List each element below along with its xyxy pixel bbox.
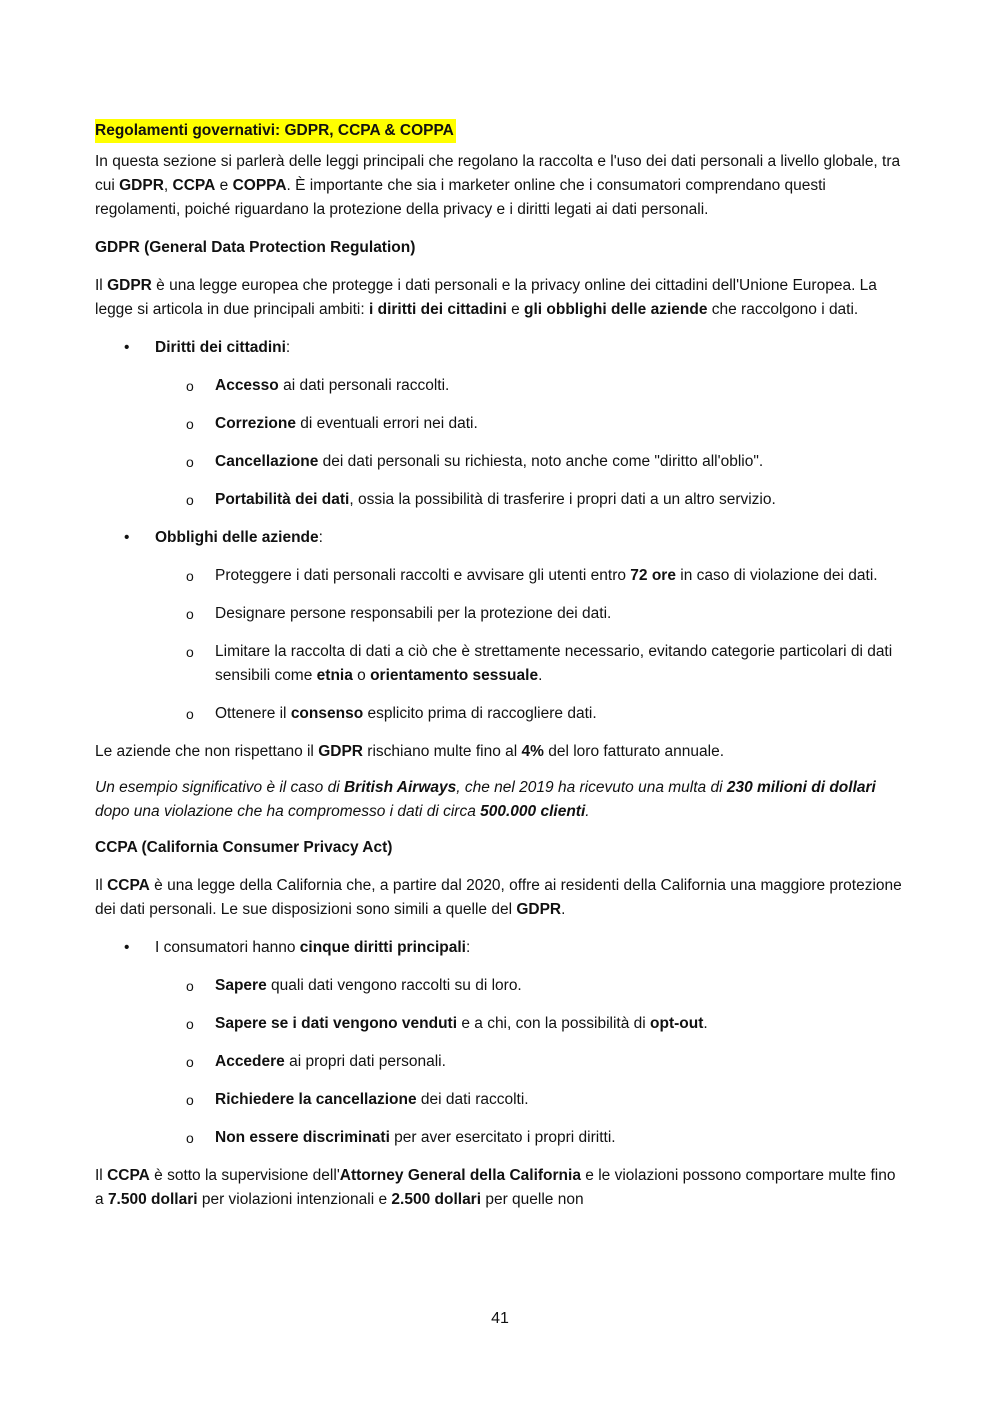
text: per violazioni intenzionali e <box>197 1191 392 1208</box>
bold-text: etnia <box>316 667 353 684</box>
bold-text: Obblighi delle aziende <box>155 529 319 546</box>
circle-bullet-icon: o <box>186 1130 194 1146</box>
bold-text: GDPR <box>119 177 164 194</box>
italic-text: Un esempio significativo è il caso di <box>95 779 344 796</box>
circle-bullet-icon: o <box>186 706 194 722</box>
bold-text: 72 ore <box>630 567 676 584</box>
sublist-item <box>155 702 907 726</box>
bold-italic-text: British Airways <box>343 779 457 796</box>
ccpa-heading: CCPA (California Consumer Privacy Act) <box>95 839 393 856</box>
sublist-item <box>155 1050 907 1074</box>
bold-text: COPPA <box>232 177 287 194</box>
consumer-rights-sublist <box>155 974 907 1150</box>
text: che raccolgono i dati. <box>707 301 859 318</box>
gdpr-example-paragraph <box>95 776 907 824</box>
bold-text: Sapere <box>215 977 267 994</box>
text: dei dati raccolti. <box>416 1091 529 1108</box>
circle-bullet-icon: o <box>186 378 194 394</box>
text: Limitare la raccolta di dati a ciò che è strettamente necessario, evitando categorie particolari di dati sensibili come <box>215 643 893 684</box>
bold-text: CCPA <box>107 1167 150 1184</box>
bullet-icon: • <box>124 529 130 546</box>
circle-bullet-icon: o <box>186 606 194 622</box>
circle-bullet-icon: o <box>186 644 194 660</box>
bold-text: Cancellazione <box>215 453 319 470</box>
ccpa-supervision-paragraph <box>95 1164 907 1212</box>
text: rischiano multe fino al <box>362 743 522 760</box>
bold-text: GDPR <box>107 277 152 294</box>
list-item-obligations <box>95 526 907 726</box>
ccpa-paragraph <box>95 874 907 922</box>
bullet-icon: • <box>124 939 130 956</box>
sublist-item <box>155 450 907 474</box>
circle-bullet-icon: o <box>186 1016 194 1032</box>
text: per quelle non <box>481 1191 584 1208</box>
sublist-item <box>155 564 907 588</box>
text: I consumatori hanno <box>155 939 300 956</box>
sublist-item <box>155 640 907 688</box>
text: Il <box>95 277 108 294</box>
sublist-item <box>155 602 907 626</box>
sublist-item <box>155 412 907 436</box>
text: quali dati vengono raccolti su di loro. <box>266 977 522 994</box>
bold-text: GDPR <box>516 901 562 918</box>
bold-text: gli obblighi delle aziende <box>524 301 708 318</box>
section-title: Regolamenti governativi: GDPR, CCPA & COPPA <box>95 119 456 143</box>
bold-text: 2.500 dollari <box>391 1191 482 1208</box>
intro-paragraph <box>95 150 907 222</box>
text: , ossia la possibilità di trasferire i propri dati a un altro servizio. <box>349 491 776 508</box>
text: . <box>538 667 543 684</box>
sublist-item <box>155 1012 907 1036</box>
bold-text: Sapere se i dati vengono venduti <box>215 1015 458 1032</box>
text: è una legge europea che protegge i dati personali e la privacy online dei cittadini dell'Unione Europea. La legge si articola in due principali ambiti: <box>95 277 877 318</box>
list-item-rights <box>95 336 907 512</box>
circle-bullet-icon: o <box>186 978 194 994</box>
text: del loro fatturato annuale. <box>543 743 725 760</box>
text: Le aziende che non rispettano il <box>95 743 319 760</box>
text: Proteggere i dati personali raccolti e avvisare gli utenti entro <box>215 567 631 584</box>
bullet-icon: • <box>124 339 130 356</box>
text: . <box>561 901 566 918</box>
bold-text: Portabilità dei dati <box>215 491 350 508</box>
gdpr-list <box>95 336 907 726</box>
text: è sotto la supervisione dell' <box>149 1167 340 1184</box>
bold-text: Accesso <box>215 377 279 394</box>
bold-italic-text: 230 milioni di dollari <box>726 779 876 796</box>
text: dei dati personali su richiesta, noto anche come "diritto all'oblio". <box>318 453 764 470</box>
sublist-item <box>155 1126 907 1150</box>
text: in caso di violazione dei dati. <box>675 567 878 584</box>
text: ai propri dati personali. <box>284 1053 446 1070</box>
italic-text: , che nel 2019 ha ricevuto una multa di <box>456 779 727 796</box>
bold-text: consenso <box>290 705 364 722</box>
text: Il <box>95 1167 108 1184</box>
sublist-item <box>155 374 907 398</box>
bold-text: GDPR <box>318 743 363 760</box>
text: Ottenere il <box>215 705 291 722</box>
text: : <box>465 939 471 956</box>
gdpr-paragraph <box>95 274 907 322</box>
circle-bullet-icon: o <box>186 1054 194 1070</box>
text: In questa sezione si parlerà delle leggi principali che regolano la raccolta e l'uso dei dati personali a livello globale, tra cui <box>95 153 901 194</box>
text: per aver esercitato i propri diritti. <box>389 1129 616 1146</box>
italic-text: dopo una violazione che ha compromesso i dati di circa <box>95 803 481 820</box>
text: ai dati personali raccolti. <box>278 377 450 394</box>
circle-bullet-icon: o <box>186 416 194 432</box>
gdpr-fines-paragraph <box>95 740 907 764</box>
text: è una legge della California che, a partire dal 2020, offre ai residenti della California una maggiore protezione dei dati personali. Le sue disposizioni sono simili a quelle del <box>95 877 902 918</box>
text: e <box>215 177 233 194</box>
text: o <box>352 667 371 684</box>
text: di eventuali errori nei dati. <box>295 415 478 432</box>
circle-bullet-icon: o <box>186 492 194 508</box>
text: : <box>318 529 323 546</box>
sublist-item <box>155 488 907 512</box>
text: , <box>163 177 173 194</box>
bold-text: Richiedere la cancellazione <box>215 1091 417 1108</box>
obligations-sublist <box>155 564 907 726</box>
bold-text: Accedere <box>215 1053 285 1070</box>
bold-text: Attorney General della California <box>339 1167 581 1184</box>
bold-text: CCPA <box>107 877 150 894</box>
ccpa-list <box>95 936 907 1150</box>
page-content <box>95 119 907 1226</box>
text: Designare persone responsabili per la protezione dei dati. <box>215 605 612 622</box>
text: : <box>285 339 291 356</box>
section-title-wrap <box>95 119 907 143</box>
bold-text: Correzione <box>215 415 296 432</box>
text: e a chi, con la possibilità di <box>457 1015 651 1032</box>
text: e <box>506 301 525 318</box>
text: . <box>703 1015 708 1032</box>
bold-text: Diritti dei cittadini <box>155 339 286 356</box>
text: . È importante che sia i marketer online che i consumatori comprendano questi regolamenti, poiché riguardano la protezione della privacy e i diritti legati ai dati personali. <box>95 177 826 218</box>
sublist-item <box>155 974 907 998</box>
bold-text: orientamento sessuale <box>370 667 539 684</box>
bold-text: opt-out <box>650 1015 704 1032</box>
bold-text: 7.500 dollari <box>107 1191 198 1208</box>
bold-text: Non essere discriminati <box>215 1129 390 1146</box>
text: e le violazioni possono comportare multe fino a <box>95 1167 896 1208</box>
circle-bullet-icon: o <box>186 1092 194 1108</box>
bold-text: i diritti dei cittadini <box>368 301 507 318</box>
circle-bullet-icon: o <box>186 568 194 584</box>
bold-text: CCPA <box>172 177 216 194</box>
page-number: 41 <box>491 1310 509 1327</box>
list-item-consumer-rights <box>95 936 907 1150</box>
sublist-item <box>155 1088 907 1112</box>
italic-text: . <box>585 803 590 820</box>
bold-italic-text: 500.000 clienti <box>480 803 586 820</box>
gdpr-heading: GDPR (General Data Protection Regulation) <box>95 239 416 256</box>
circle-bullet-icon: o <box>186 454 194 470</box>
bold-text: 4% <box>521 743 544 760</box>
text: Il <box>95 877 108 894</box>
text: esplicito prima di raccogliere dati. <box>363 705 597 722</box>
rights-sublist <box>155 374 907 512</box>
bold-text: cinque diritti principali <box>299 939 466 956</box>
